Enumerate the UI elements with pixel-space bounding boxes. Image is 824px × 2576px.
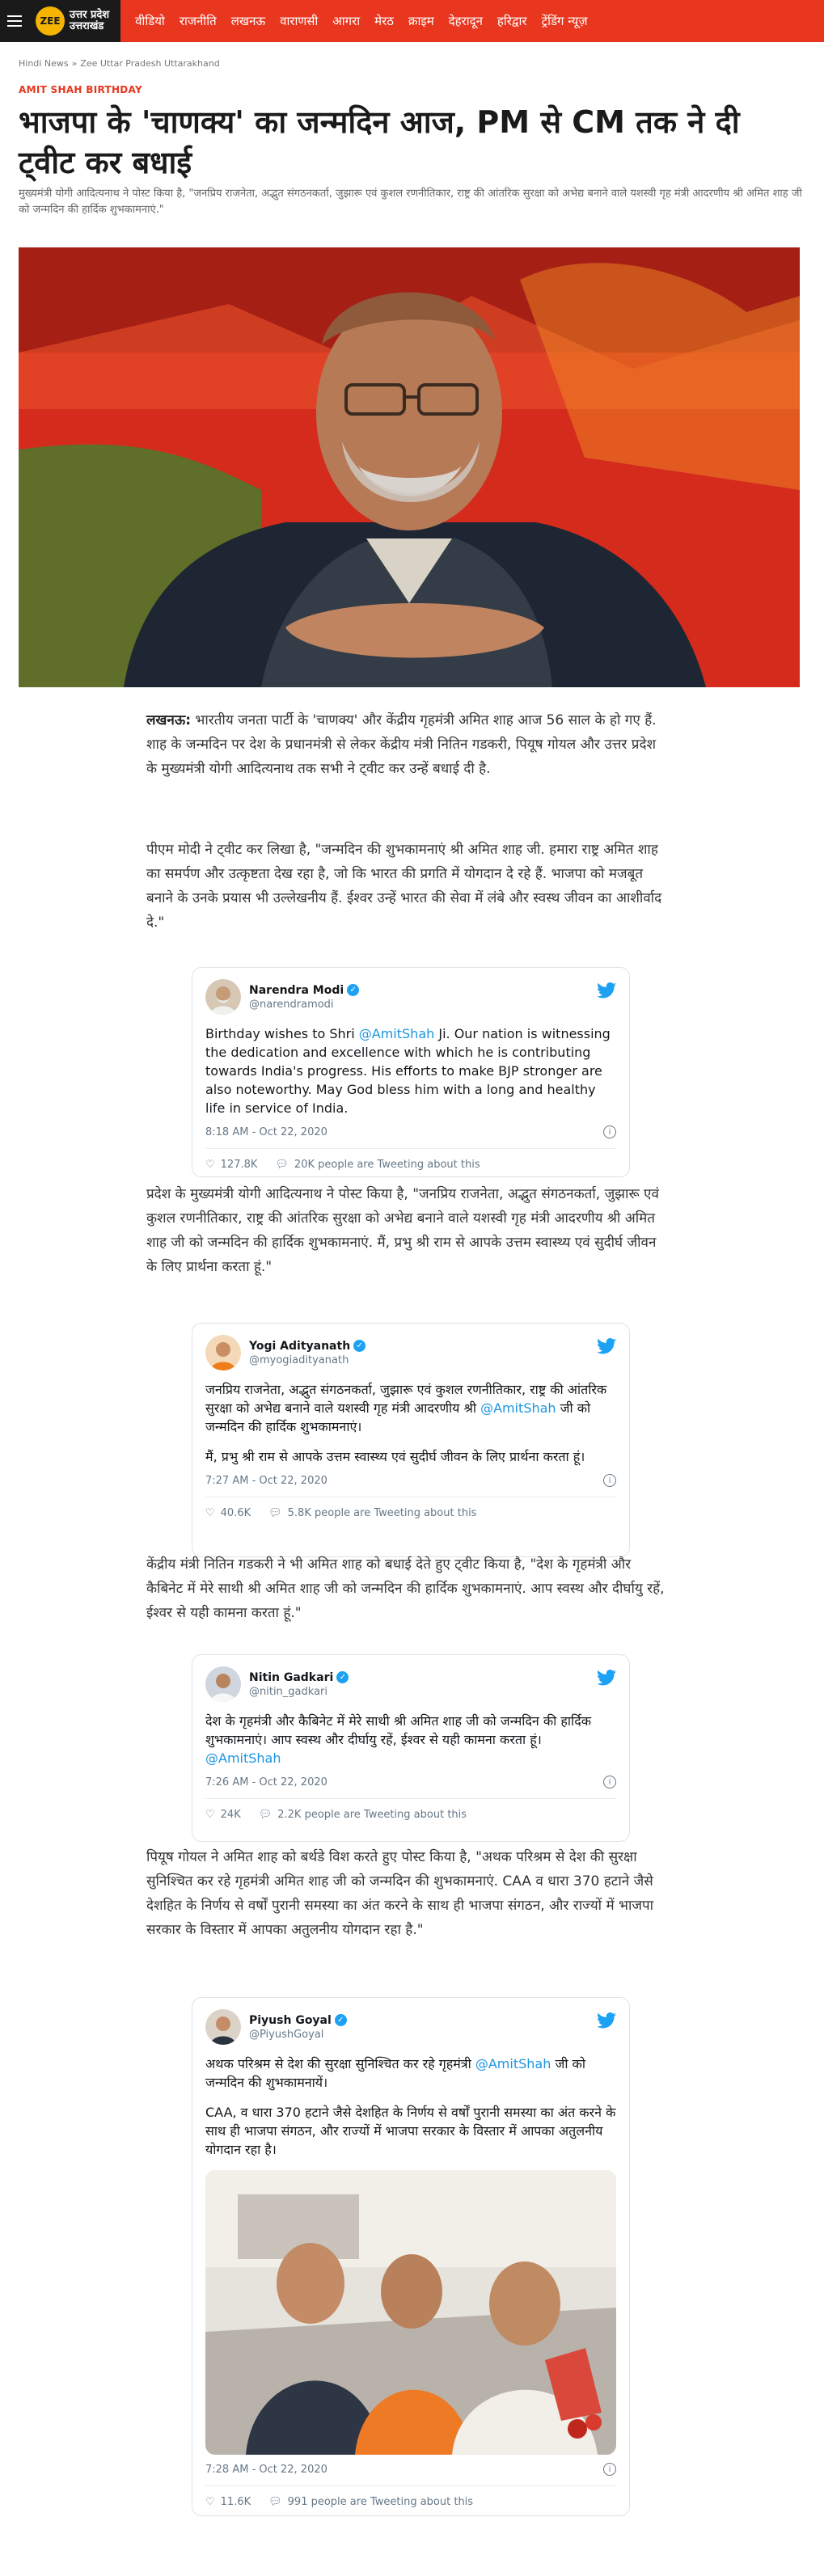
- tweet-mention-link[interactable]: @AmitShah: [205, 1750, 281, 1766]
- tweet-actions: [205, 1799, 616, 1830]
- tweet-author-name[interactable]: [249, 2014, 347, 2027]
- twitter-bird-icon[interactable]: [597, 2012, 616, 2029]
- tweet-text-part: देश के गृहमंत्री और कैबिनेट में मेरे साथी श्री अमित शाह जी को जन्मदिन की हार्दिक शुभकामनाएं। आप स्वस्थ और दीर्घायु रहें, ईश्वर से यही कामना करता हूं।: [205, 1713, 591, 1747]
- yogi-avatar-icon: [205, 1335, 241, 1370]
- tweet-author: [249, 984, 359, 1011]
- tweet-author-handle[interactable]: @nitin_gadkari: [249, 1685, 327, 1698]
- conversation-link[interactable]: [268, 2496, 473, 2508]
- conversation-link[interactable]: [268, 1507, 476, 1519]
- tweet-author-handle[interactable]: @myogiadityanath: [249, 1353, 349, 1366]
- info-icon[interactable]: i: [603, 1776, 616, 1788]
- tweet-header: [205, 1335, 616, 1370]
- tweet-author-handle[interactable]: @narendramodi: [249, 998, 334, 1011]
- tweet-timestamp[interactable]: 7:27 AM - Oct 22, 2020: [205, 1474, 327, 1487]
- like-button[interactable]: [205, 1159, 257, 1171]
- tweet-header: [205, 1666, 616, 1702]
- tweet-author: [249, 2014, 347, 2041]
- nav-item-videos[interactable]: वीडियो: [135, 14, 165, 28]
- tweet-actions: [205, 2486, 616, 2517]
- speech-bubble-icon: 💬︎: [258, 1808, 273, 1821]
- zee-logo-badge: ZEE: [36, 6, 65, 36]
- tweet-mention-link[interactable]: @AmitShah: [358, 1026, 435, 1041]
- tweet-author-name-text: Narendra Modi: [249, 983, 344, 997]
- top-navigation-bar: [0, 0, 824, 42]
- verified-badge-icon: ✓: [347, 984, 359, 996]
- breadcrumb-section[interactable]: Zee Uttar Pradesh Uttarakhand: [80, 58, 220, 69]
- verified-badge-icon: ✓: [336, 1671, 349, 1683]
- tweet-text: [205, 2054, 616, 2092]
- tweet-author-name[interactable]: [249, 984, 359, 997]
- verified-badge-icon: ✓: [353, 1340, 366, 1352]
- article-paragraph-4: केंद्रीय मंत्री नितिन गडकरी ने भी अमित शाह को बधाई देते हुए ट्वीट किया है, "देश के गृहमंत्री और कैबिनेट में मेरे साथी श्री अमित शाह जी को जन्मदिन की हार्दिक शुभकामनाएं. आप स्वस्थ और दीर्घायु रहें, ईश्वर से यही कामना करता हूं.": [146, 1556, 665, 1621]
- verified-badge-icon: ✓: [335, 2014, 347, 2026]
- nav-item-crime[interactable]: क्राइम: [408, 14, 434, 28]
- tweet-meta: [205, 1474, 616, 1497]
- article-paragraph-1-text: भारतीय जनता पार्टी के 'चाणक्य' और केंद्रीय गृहमंत्री अमित शाह आज 56 साल के हो गए हैं. शाह के जन्मदिन पर देश के प्रधानमंत्री से लेकर केंद्रीय मंत्री नितिन गडकरी, पियूष गोयल और उत्तर प्रदेश के मुख्यमंत्री योगी आदित्यनाथ तक सभी ने ट्वीट कर उन्हें बधाई दी है.: [146, 712, 657, 777]
- tweet-actions: [205, 1149, 616, 1180]
- like-count: 11.6K: [220, 2495, 251, 2508]
- tweet-author-name-text: Nitin Gadkari: [249, 1670, 334, 1684]
- like-count: 24K: [220, 1808, 241, 1821]
- avatar[interactable]: [205, 1335, 241, 1370]
- tweet-text-part: Birthday wishes to Shri: [205, 1026, 359, 1041]
- tweet-author: [249, 1671, 349, 1698]
- avatar[interactable]: [205, 2009, 241, 2045]
- article-paragraph-5: पियूष गोयल ने अमित शाह को बर्थडे विश करते हुए पोस्ट किया है, "अथक परिश्रम से देश की सुरक्षा सुनिश्चित कर रहे गृहमंत्री अमित शाह जी को जन्मदिन की शुभकामनाएं. CAA व धारा 370 हटाने जैसे देशहित के निर्णय से वर्षों पुरानी समस्या का अंत करने के साथ ही भाजपा संगठन, और राज्यों में भाजपा सरकार के विस्तार में आपका अतुलनीय योगदान रहा है.": [146, 1849, 654, 1938]
- article-paragraph-2: पीएम मोदी ने ट्वीट कर लिखा है, "जन्मदिन की शुभकामनाएं श्री अमित शाह जी. हमारा राष्ट्र अमित शाह का समर्पण और उत्कृष्टता देख रहा है, जो कि भारत की प्रगति में योगदान दे रहे हैं. भाजपा को मजबूत बनाने के उनके प्रयास भी उल्लेखनीय हैं. ईश्वर उन्हें भारत की सेवा में लंबे और स्वस्थ जीवन का आशीर्वाद दे.": [146, 842, 662, 931]
- article-paragraph-1: [146, 708, 668, 781]
- heart-icon: ♡: [205, 1158, 215, 1171]
- like-button[interactable]: [205, 1809, 241, 1821]
- article-summary: मुख्यमंत्री योगी आदित्यनाथ ने पोस्ट किया है, "जनप्रिय राजनेता, अद्भुत संगठनकर्ता, जुझारू एवं कुशल रणनीतिकार, राष्ट्र की आंतरिक सुरक्षा को अभेद्य बनाने वाले यशस्वी गृह मंत्री आदरणीय श्री अमित शाह जी को जन्मदिन की हार्दिक शुभकामनाएं.": [19, 188, 802, 216]
- tweet-text-part: जी को जन्मदिन की हार्दिक शुभकामनाएं।: [205, 1400, 591, 1434]
- tweet-text: [205, 1024, 616, 1117]
- nav-item-lucknow[interactable]: लखनऊ: [230, 14, 266, 28]
- info-icon[interactable]: i: [603, 1125, 616, 1138]
- tweet-photo-illustration: [205, 2170, 616, 2455]
- speech-bubble-icon: 💬︎: [275, 1158, 289, 1171]
- conversation-count-text: 5.8K people are Tweeting about this: [287, 1506, 477, 1519]
- breadcrumb: [19, 58, 220, 69]
- tweet-actions: [205, 1497, 616, 1528]
- tweet-author-name-text: Yogi Adityanath: [249, 1339, 351, 1353]
- site-logo[interactable]: [29, 0, 120, 42]
- avatar[interactable]: [205, 1666, 241, 1702]
- avatar[interactable]: [205, 979, 241, 1015]
- like-count: 127.8K: [220, 1158, 258, 1171]
- embedded-tweet-yogi[interactable]: [192, 1323, 630, 1557]
- logo-line-1: उत्तर प्रदेश: [70, 9, 110, 21]
- logo-line-2: उत्तराखंड: [70, 20, 104, 32]
- tweet-timestamp[interactable]: 8:18 AM - Oct 22, 2020: [205, 1125, 327, 1138]
- breadcrumb-separator: »: [71, 58, 78, 69]
- heart-icon: ♡: [205, 1506, 215, 1519]
- article-kicker: AMIT SHAH BIRTHDAY: [19, 84, 142, 95]
- info-icon[interactable]: i: [603, 2463, 616, 2476]
- gadkari-avatar-icon: [205, 1666, 241, 1702]
- tweet-author-name[interactable]: [249, 1671, 349, 1684]
- hero-image: [19, 247, 800, 687]
- tweet-author-name-text: Piyush Goyal: [249, 2013, 332, 2027]
- info-icon[interactable]: i: [603, 1474, 616, 1487]
- heart-icon: ♡: [205, 2495, 215, 2508]
- hero-photo-illustration: [19, 247, 800, 687]
- nav-item-haridwar[interactable]: हरिद्वार: [497, 14, 527, 28]
- tweet-timestamp[interactable]: 7:28 AM - Oct 22, 2020: [205, 2463, 327, 2476]
- tweet-text-part: जी को जन्मदिन की शुभकामनायें।: [205, 2056, 585, 2090]
- hamburger-menu-icon[interactable]: [0, 0, 29, 42]
- tweet-text-part: Ji. Our nation is witnessing the dedication and excellence with which he is contributing towards India's progress. His efforts to make BJP stronger are also noteworthy. May God bless him with a long and healthy life in service of India.: [205, 1026, 611, 1116]
- like-button[interactable]: [205, 1507, 251, 1519]
- conversation-link[interactable]: [259, 1809, 467, 1821]
- tweet-text-extra: CAA, व धारा 370 हटाने जैसे देशहित के निर्णय से वर्षों पुरानी समस्या का अंत करने के साथ ही भाजपा संगठन, और राज्यों में भाजपा सरकार के विस्तार में आपका अतुलनीय योगदान रहा है।: [205, 2105, 616, 2157]
- tweet-text-extra: मैं, प्रभु श्री राम से आपके उत्तम स्वास्थ्य एवं सुदीर्घ जीवन के लिए प्रार्थना करता हूं।: [205, 1449, 585, 1464]
- logo-text: [70, 10, 109, 32]
- like-button[interactable]: [205, 2496, 251, 2508]
- article-dateline: लखनऊ:: [146, 712, 192, 728]
- nav-item-varanasi[interactable]: वाराणसी: [280, 14, 319, 28]
- embedded-tweet-goyal[interactable]: [192, 1997, 630, 2516]
- tweet-author: [249, 1340, 366, 1366]
- tweet-author-handle[interactable]: @PiyushGoyal: [249, 2028, 324, 2041]
- conversation-count-text: 20K people are Tweeting about this: [294, 1158, 480, 1171]
- tweet-header: [205, 2009, 616, 2045]
- heart-icon: ♡: [205, 1808, 215, 1821]
- goyal-avatar-icon: [205, 2009, 241, 2045]
- nav-item-trending[interactable]: ट्रेंडिंग न्यूज़: [541, 14, 588, 28]
- embedded-tweet-modi[interactable]: [192, 967, 630, 1177]
- conversation-link[interactable]: [275, 1159, 480, 1171]
- modi-avatar-icon: [205, 979, 241, 1015]
- tweet-header: [205, 979, 616, 1015]
- embedded-tweet-gadkari[interactable]: [192, 1654, 630, 1842]
- tweet-meta: [205, 1125, 616, 1149]
- tweet-author-name[interactable]: [249, 1340, 366, 1353]
- nav-menu: [135, 13, 587, 29]
- nav-item-agra[interactable]: आगरा: [332, 14, 361, 28]
- tweet-mention-link[interactable]: @AmitShah: [480, 1400, 556, 1416]
- nav-item-dehradun[interactable]: देहरादून: [448, 14, 483, 28]
- tweet-mention-link[interactable]: @AmitShah: [475, 2056, 551, 2071]
- twitter-bird-icon[interactable]: [597, 1670, 616, 1686]
- tweet-text: [205, 1712, 616, 1767]
- tweet-text-part: अथक परिश्रम से देश की सुरक्षा सुनिश्चित कर रहे गृहमंत्री: [205, 2056, 475, 2071]
- nav-item-politics[interactable]: राजनीति: [179, 14, 217, 28]
- tweet-timestamp[interactable]: 7:26 AM - Oct 22, 2020: [205, 1776, 327, 1788]
- article-headline: भाजपा के 'चाणक्य' का जन्मदिन आज, PM से CM तक ने दी ट्वीट कर बधाई: [19, 104, 740, 180]
- article-paragraph-3: प्रदेश के मुख्यमंत्री योगी आदित्यनाथ ने पोस्ट किया है, "जनप्रिय राजनेता, अद्भुत संगठनकर्ता, जुझारू एवं कुशल रणनीतिकार, राष्ट्र की आंतरिक सुरक्षा को अभेद्य बनाने वाले यशस्वी गृह मंत्री आदरणीय श्री अमित शाह जी को जन्मदिन की हार्दिक शुभकामनाएं. मैं, प्रभु श्री राम से आपके उत्तम स्वास्थ्य एवं सुदीर्घ जीवन के लिए प्रार्थना करता हूं.": [146, 1186, 659, 1275]
- like-count: 40.6K: [220, 1506, 251, 1519]
- twitter-bird-icon[interactable]: [597, 982, 616, 999]
- tweet-text-part: जनप्रिय राजनेता, अद्भुत संगठनकर्ता, जुझारू एवं कुशल रणनीतिकार, राष्ट्र की आंतरिक सुरक्षा को अभेद्य बनाने वाले यशस्वी गृह मंत्री आदरणीय श्री: [205, 1382, 607, 1416]
- tweet-photo[interactable]: [205, 2170, 616, 2455]
- speech-bubble-icon: 💬︎: [268, 1506, 282, 1519]
- tweet-meta: [205, 1776, 616, 1799]
- conversation-count-text: 2.2K people are Tweeting about this: [277, 1808, 467, 1821]
- nav-item-meerut[interactable]: मेरठ: [374, 14, 394, 28]
- conversation-count-text: 991 people are Tweeting about this: [287, 2495, 474, 2508]
- breadcrumb-home[interactable]: Hindi News: [19, 58, 69, 69]
- twitter-bird-icon[interactable]: [597, 1338, 616, 1354]
- tweet-meta: [205, 2463, 616, 2486]
- speech-bubble-icon: 💬︎: [268, 2495, 282, 2508]
- tweet-text: [205, 1380, 616, 1436]
